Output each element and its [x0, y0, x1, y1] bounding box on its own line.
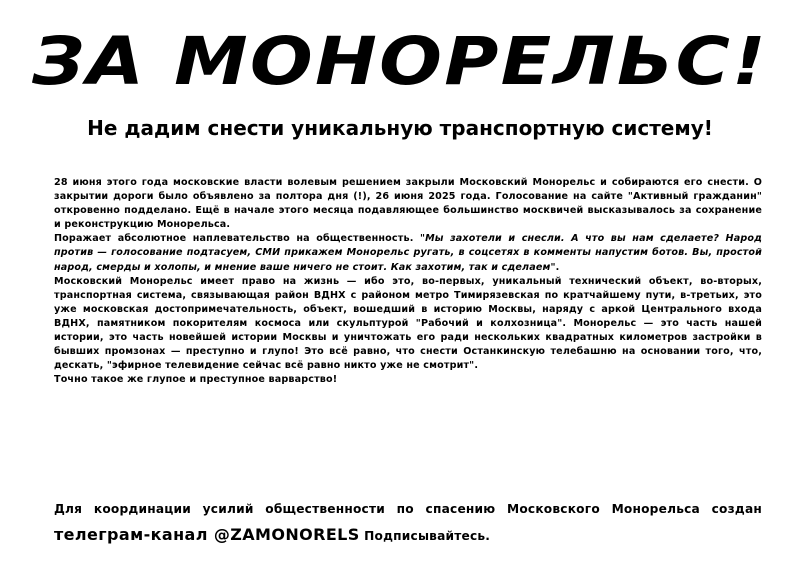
headline: ЗА МОНОРЕЛЬС! [31, 23, 769, 100]
paragraph-disregard-intro: Поражает абсолютное наплевательство на общественность. [54, 233, 420, 245]
footer-call-to-action [54, 497, 762, 549]
authorities-quote: "Мы захотели и снесли. А что вы нам сделаете? Народ против — голосование подтасуем, СМИ прикажем Монорельс ругать, в соцсетях в комменты напустим ботов. Вы, простой народ, смерды и холопы, и мнение ваше ничего не стоит. Как захотим, так и сделаем" [54, 233, 763, 273]
footer-text-before: Для координации усилий общественности по спасению Московского Монорельса создан [54, 502, 762, 516]
paragraph-closure: 28 июня этого года московские власти волевым решением закрыли Московский Монорельс и собираются его снести. О закрытии дороги было объявлено за полтора дня (!), 26 июня 2025 года. Голосование на сайте "Активный гражданин" откровенно подделано. Ещё в начале этого месяца подавляющее большинство москвичей высказывалось за сохранение и реконструкцию Монорельса. [54, 177, 762, 231]
paragraph-conclusion: Точно такое же глупое и преступное варварство! [54, 374, 338, 386]
subtitle: Не дадим снести уникальную транспортную систему! [87, 116, 713, 140]
body-text [54, 176, 762, 387]
paragraph-disregard-end: . [555, 261, 560, 273]
footer-text-after: Подписывайтесь. [359, 529, 491, 543]
paragraph-disregard [54, 232, 762, 274]
paragraph-right-to-live: Московский Монорельс имеет право на жизнь — ибо это, во-первых, уникальный технический объект, во-вторых, транспортная система, связывающая район ВДНХ с районом метро Тимирязевская по кратчайшему пути, в-третьих, это уже московская достопримечательность, объект, вошедший в историю Москвы, наряду с аркой Центрального входа ВДНХ, памятником покорителям космоса или скульптурой "Рабочий и колхозница". Монорельс — это часть нашей истории, это часть новейшей истории Москвы и уничтожать его ради нескольких квадратных километров застройки в бывших промзонах — преступно и глупо! Это всё равно, что снести Останкинскую телебашню на основании того, что, дескать, "эфирное телевидение сейчас всё равно никто уже не смотрит". [54, 275, 762, 372]
telegram-channel: телеграм-канал @ZAMONORELS [54, 525, 360, 544]
